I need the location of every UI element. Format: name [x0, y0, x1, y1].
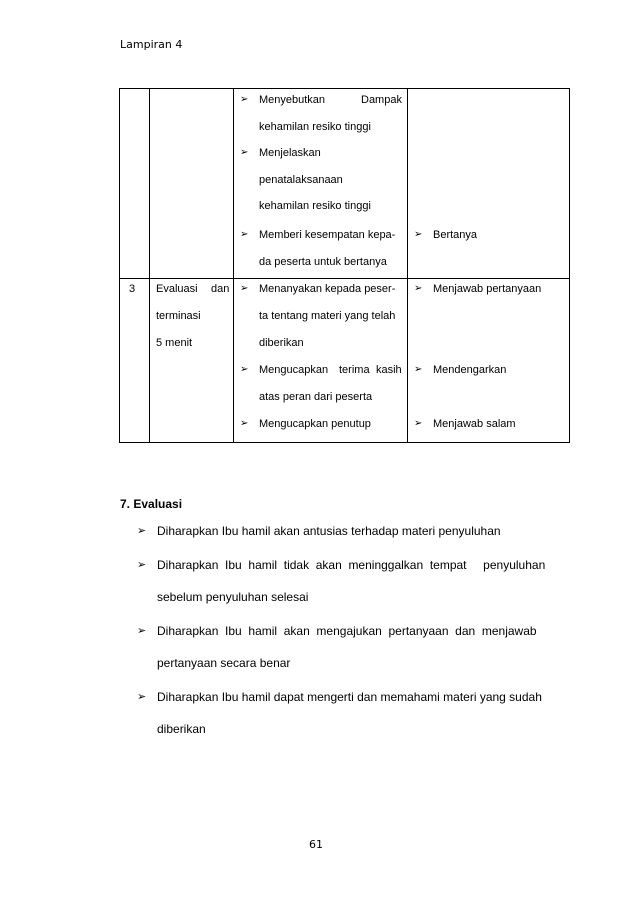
row-number: 3 — [129, 283, 136, 295]
activity-text: Memberi kesempatan kepa- — [259, 229, 396, 241]
activity-text: ta tentang materi yang telah — [259, 310, 396, 322]
response-text: Bertanya — [433, 229, 478, 241]
arrow-bullet-icon: ➢ — [240, 418, 249, 429]
activity-text: Menyebutkan — [259, 94, 326, 106]
response-text: Menjawab pertanyaan — [433, 283, 542, 295]
page-number: 61 — [309, 838, 323, 851]
stage-text: dan — [211, 283, 230, 295]
arrow-bullet-icon: ➢ — [137, 625, 147, 637]
activity-text: da peserta untuk bertanya — [259, 256, 387, 268]
activity-text: Mengucapkan — [259, 364, 329, 376]
activity-text: atas peran dari peserta — [259, 391, 373, 403]
arrow-bullet-icon: ➢ — [414, 229, 423, 240]
arrow-bullet-icon: ➢ — [240, 364, 249, 375]
response-text: Mendengarkan — [433, 364, 507, 376]
arrow-bullet-icon: ➢ — [240, 283, 249, 294]
evaluation-item: Diharapkan Ibu hamil dapat mengerti dan memahami materi yang sudah — [157, 690, 542, 704]
stage-text: terminasi — [156, 310, 201, 322]
arrow-bullet-icon: ➢ — [240, 229, 249, 240]
activity-text: kasih — [376, 364, 402, 376]
evaluation-item: Diharapkan Ibu hamil tidak akan meninggalkan tempat penyuluhan — [157, 558, 546, 572]
response-text: Menjawab salam — [433, 418, 516, 430]
activity-text: terima — [339, 364, 370, 376]
table-row-divider — [120, 278, 569, 279]
arrow-bullet-icon: ➢ — [137, 525, 147, 537]
arrow-bullet-icon: ➢ — [137, 691, 147, 703]
table-col-divider — [149, 89, 150, 442]
arrow-bullet-icon: ➢ — [414, 364, 423, 375]
table-col-divider — [233, 89, 234, 442]
activity-text: diberikan — [259, 337, 304, 349]
section-title: 7. Evaluasi — [120, 497, 183, 511]
evaluation-item: diberikan — [157, 722, 206, 736]
page-header: Lampiran 4 — [120, 38, 183, 51]
activity-text: kehamilan resiko tinggi — [259, 121, 371, 133]
duration-text: 5 menit — [156, 337, 193, 349]
arrow-bullet-icon: ➢ — [414, 418, 423, 429]
activity-text: Menanyakan kepada peser- — [259, 283, 396, 295]
activity-text: Mengucapkan penutup — [259, 418, 371, 430]
arrow-bullet-icon: ➢ — [240, 147, 249, 158]
activity-text: Menjelaskan — [259, 147, 321, 159]
arrow-bullet-icon: ➢ — [137, 559, 147, 571]
activity-text: Dampak — [361, 94, 402, 106]
table-col-divider — [407, 89, 408, 442]
activity-text: kehamilan resiko tinggi — [259, 200, 371, 212]
evaluation-item: Diharapkan Ibu hamil akan antusias terhadap materi penyuluhan — [157, 524, 501, 538]
stage-text: Evaluasi — [156, 283, 198, 295]
evaluation-item: pertanyaan secara benar — [157, 656, 291, 670]
evaluation-item: Diharapkan Ibu hamil akan mengajukan pertanyaan dan menjawab — [157, 624, 537, 638]
activity-table — [119, 88, 570, 443]
evaluation-item: sebelum penyuluhan selesai — [157, 590, 309, 604]
arrow-bullet-icon: ➢ — [414, 283, 423, 294]
activity-text: penatalaksanaan — [259, 174, 343, 186]
arrow-bullet-icon: ➢ — [240, 94, 249, 105]
